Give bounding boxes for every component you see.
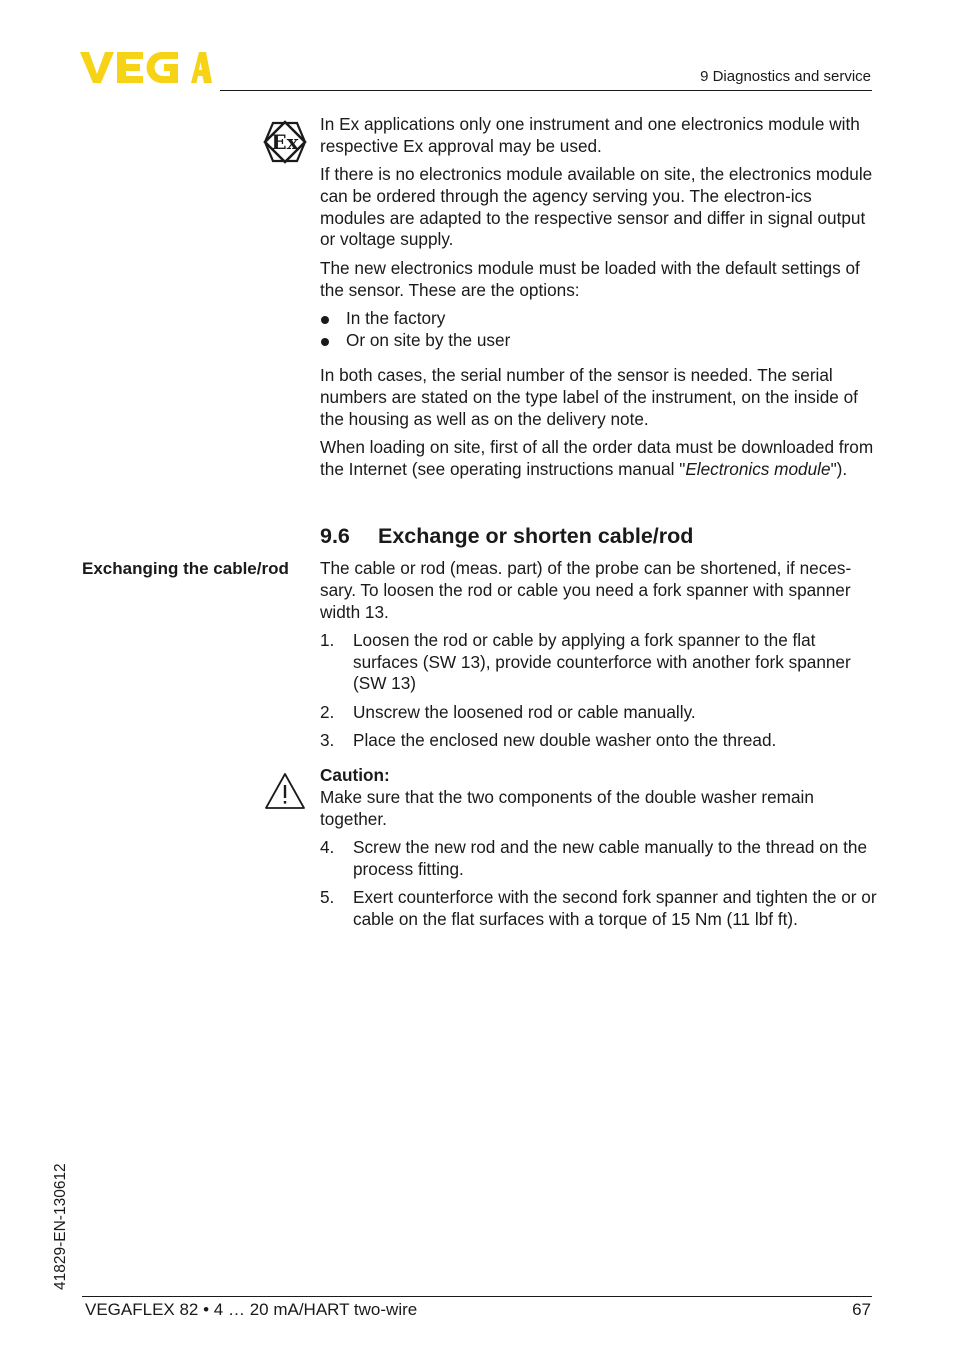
step-text: Loosen the rod or cable by applying a fork spanner to the flat surfaces (SW 13), provide counterforce with another fork spanner (SW 13) — [353, 629, 851, 694]
options-list — [320, 308, 880, 352]
paragraph-text: When loading on site, first of all the order data must be downloaded from the Internet (see operating instructions manual " — [320, 437, 874, 480]
ex-text-block — [320, 114, 880, 487]
step-number: 3. — [320, 730, 335, 751]
paragraph: The cable or rod (meas. part) of the probe can be shortened, if neces-sary. To loosen the rod or cable you need a fork spanner with spanner width 13. — [320, 558, 852, 622]
caution-text: Make sure that the two components of the double washer remain together. — [320, 786, 814, 829]
step-text: Unscrew the loosened rod or cable manually. — [353, 701, 696, 722]
svg-text:Ex: Ex — [271, 130, 299, 154]
paragraph-text: "). — [830, 459, 848, 480]
section-body — [320, 558, 880, 758]
paragraph: In both cases, the serial number of the sensor is needed. The serial numbers are stated on the type label of the instrument, on the inside of the housing as well as on the delivery note. — [320, 365, 858, 430]
footer-product: VEGAFLEX 82 • 4 … 20 mA/HART two-wire — [85, 1300, 418, 1319]
step-text: Exert counterforce with the second fork spanner and tighten the or or cable on the flat surfaces with a torque of 15 Nm (11 lbf ft). — [353, 886, 877, 929]
step-item — [320, 837, 880, 881]
list-item: In the factory — [320, 308, 880, 330]
step-item — [320, 887, 880, 931]
ex-icon — [263, 120, 307, 164]
section-title: Exchange or shorten cable/rod — [378, 524, 694, 548]
page-number: 67 — [852, 1300, 871, 1319]
step-text: Place the enclosed new double washer onto the thread. — [353, 730, 777, 751]
steps-list — [320, 837, 880, 931]
steps-list — [320, 630, 880, 752]
step-number: 2. — [320, 701, 335, 722]
list-item: Or on site by the user — [320, 330, 880, 352]
step-text: Screw the new rod and the new cable manually to the thread on the process fitting. — [353, 836, 868, 879]
step-item — [320, 630, 880, 695]
step-number: 4. — [320, 836, 335, 857]
step-number: 5. — [320, 886, 335, 907]
margin-label: Exchanging the cable/rod — [82, 559, 289, 578]
caution-title: Caution: — [320, 765, 390, 785]
header-divider — [220, 90, 872, 91]
section-heading — [320, 524, 693, 549]
step-item — [320, 730, 880, 752]
step-item — [320, 702, 880, 724]
vega-logo — [80, 50, 212, 84]
paragraph: In Ex applications only one instrument and one electronics module with respective Ex approval may be used. — [320, 114, 860, 156]
document-code: 41829-EN-130612 — [52, 1163, 69, 1290]
step-number: 1. — [320, 629, 335, 650]
warning-triangle-icon — [264, 771, 306, 811]
paragraph: The new electronics module must be loaded with the default settings of the sensor. These are the options: — [320, 257, 860, 300]
chapter-header: 9 Diagnostics and service — [700, 68, 871, 85]
manual-reference: Electronics module — [685, 459, 831, 480]
section-number: 9.6 — [320, 524, 350, 548]
paragraph — [320, 437, 880, 481]
paragraph: If there is no electronics module available on site, the electronics module can be ordered through the agency serving you. The electron-ics modules are adapted to the respective sensor and differ in signal output or voltage supply. — [320, 164, 873, 250]
footer-divider — [82, 1296, 872, 1297]
caution-block — [320, 765, 880, 937]
